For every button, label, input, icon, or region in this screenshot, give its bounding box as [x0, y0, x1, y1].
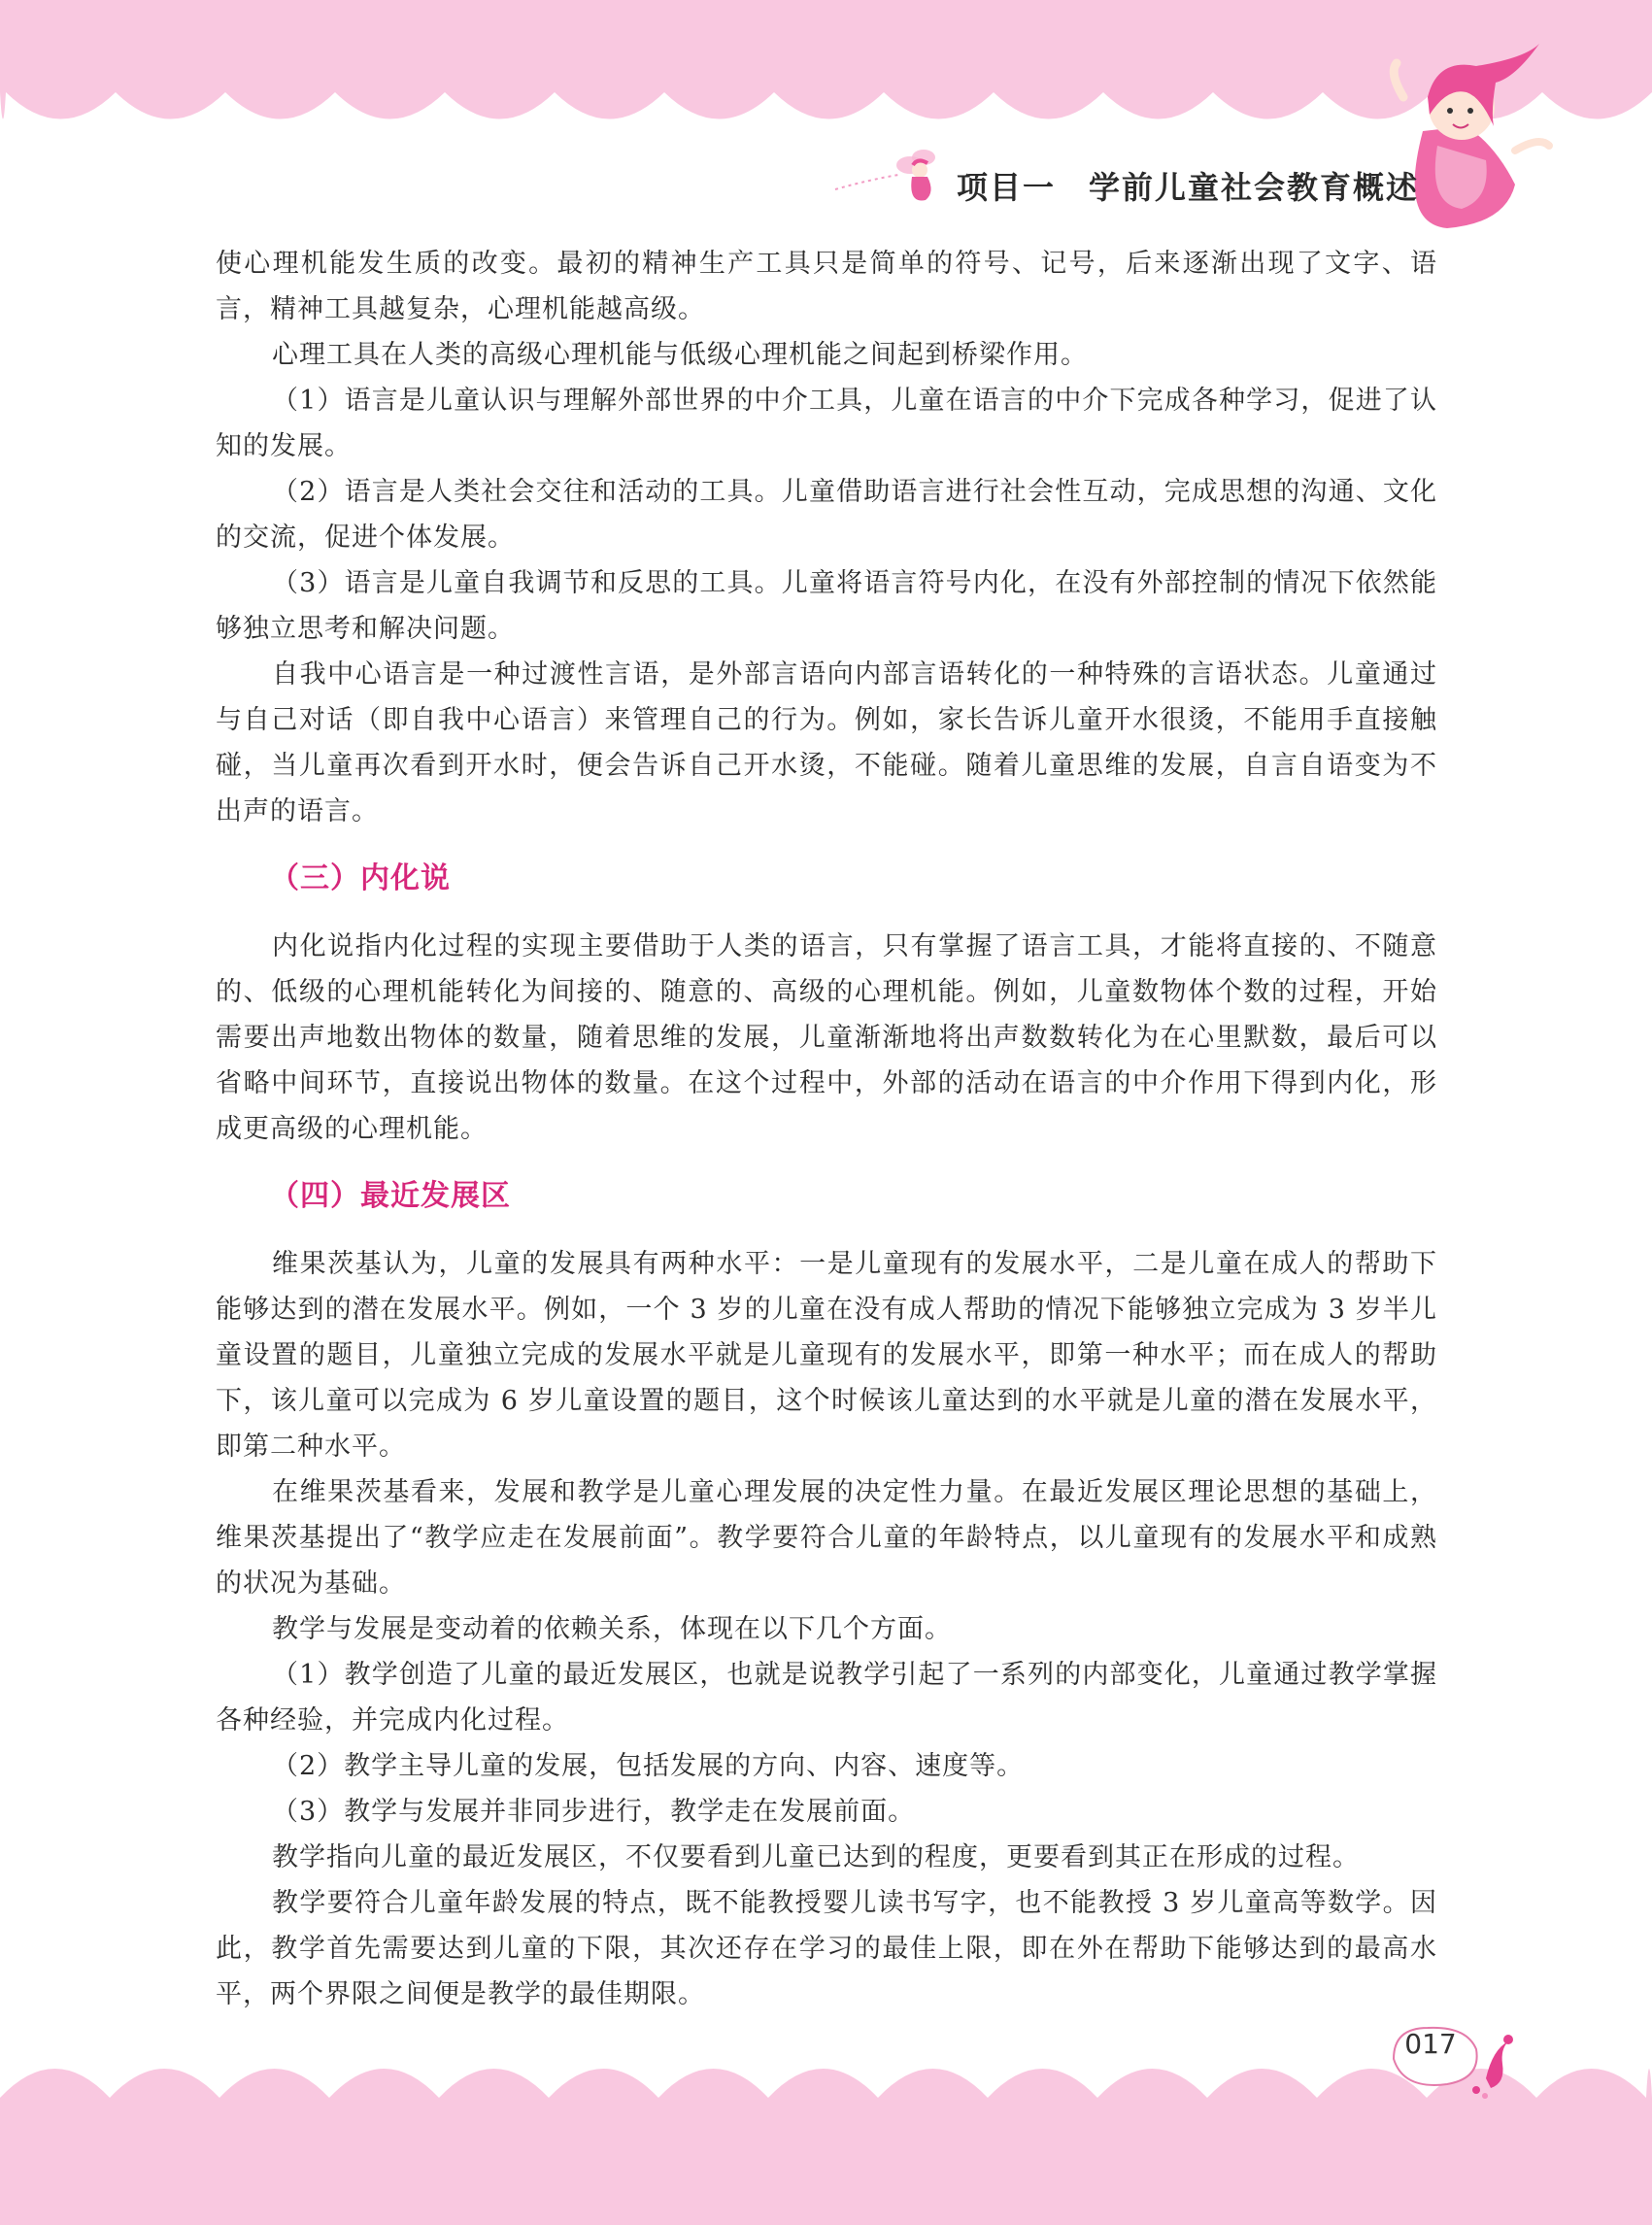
section-heading-internalization: （三）内化说	[270, 861, 451, 895]
paragraph: 使心理机能发生质的改变。最初的精神生产工具只是简单的符号、记号，后来逐渐出现了文字、语言，精神工具越复杂，心理机能越高级。	[216, 249, 1437, 324]
paragraph: （2）教学主导儿童的发展，包括发展的方向、内容、速度等。	[272, 1751, 1025, 1781]
paragraph: 教学指向儿童的最近发展区，不仅要看到儿童已达到的程度，更要看到其正在形成的过程。	[272, 1842, 1360, 1872]
paragraph: 自我中心语言是一种过渡性言语，是外部言语向内部言语转化的一种特殊的言语状态。儿童通过与自己对话（即自我中心语言）来管理自己的行为。例如，家长告诉儿童开水很烫，不能用手直接触碰，当儿童再次看到开水时，便会告诉自己开水烫，不能碰。随着儿童思维的发展，自言自语变为不出声的语言。	[216, 659, 1437, 826]
paragraph: （3）教学与发展并非同步进行，教学走在发展前面。	[272, 1797, 916, 1827]
paragraph: （1）教学创造了儿童的最近发展区，也就是说教学引起了一系列的内部变化，儿童通过教学掌握各种经验，并完成内化过程。	[216, 1660, 1437, 1736]
paragraph: 维果茨基认为，儿童的发展具有两种水平：一是儿童现有的发展水平，二是儿童在成人的帮助下能够达到的潜在发展水平。例如，一个 3 岁的儿童在没有成人帮助的情况下能够独立完成为 3 岁半儿童设置的题目，儿童独立完成的发展水平就是儿童现有的发展水平，即第一种水平；而在成人的帮助下，该儿童可以完成为 6 岁儿童设置的题目，这个时候该儿童达到的水平就是儿童的潜在发展水平，即第二种水平。	[216, 1249, 1437, 1462]
main-content	[216, 241, 1437, 2017]
paragraph: 心理工具在人类的高级心理机能与低级心理机能之间起到桥梁作用。	[272, 340, 1088, 370]
paragraph: （3）语言是儿童自我调节和反思的工具。儿童将语言符号内化，在没有外部控制的情况下依然能够独立思考和解决问题。	[216, 568, 1437, 644]
chapter-header-title: 项目一 学前儿童社会教育概述	[957, 169, 1420, 206]
paragraph: （2）语言是人类社会交往和活动的工具。儿童借助语言进行社会性互动，完成思想的沟通、文化的交流，促进个体发展。	[216, 477, 1437, 553]
page-number: 017	[1404, 2028, 1457, 2060]
paragraph: 教学与发展是变动着的依赖关系，体现在以下几个方面。	[272, 1614, 952, 1644]
paragraph: （1）语言是儿童认识与理解外部世界的中介工具，儿童在语言的中介下完成各种学习，促进了认知的发展。	[216, 386, 1437, 461]
paragraph: 在维果茨基看来，发展和教学是儿童心理发展的决定性力量。在最近发展区理论思想的基础上，维果茨基提出了“教学应走在发展前面”。教学要符合儿童的年龄特点，以儿童现有的发展水平和成熟的状况为基础。	[216, 1477, 1437, 1599]
paragraph: 内化说指内化过程的实现主要借助于人类的语言，只有掌握了语言工具，才能将直接的、不随意的、低级的心理机能转化为间接的、随意的、高级的心理机能。例如，儿童数物体个数的过程，开始需要出声地数出物体的数量，随着思维的发展，儿童渐渐地将出声数数转化为在心里默数，最后可以省略中间环节，直接说出物体的数量。在这个过程中，外部的活动在语言的中介作用下得到内化，形成更高级的心理机能。	[216, 931, 1437, 1144]
paragraph: 教学要符合儿童年龄发展的特点，既不能教授婴儿读书写字，也不能教授 3 岁儿童高等数学。因此，教学首先需要达到儿童的下限，其次还存在学习的最佳上限，即在外在帮助下能够达到的最高水平，两个界限之间便是教学的最佳期限。	[216, 1888, 1437, 2009]
fairy-illustration	[830, 136, 957, 214]
section-heading-zpd: （四）最近发展区	[270, 1179, 511, 1213]
